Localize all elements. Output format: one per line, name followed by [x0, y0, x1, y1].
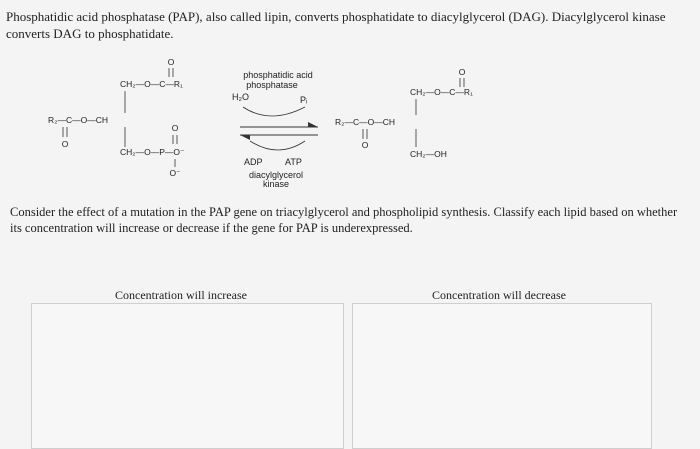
left-carbonyl-o: O — [167, 57, 175, 67]
left-bottom-group: CH₂—O—P—O⁻ — [120, 147, 185, 157]
increase-bin-label: Concentration will increase — [115, 288, 247, 302]
right-ester-group: R₂—C—O—CH — [335, 117, 395, 127]
enzyme-top-line1: phosphatidic acid — [243, 70, 313, 80]
decrease-drop-zone[interactable] — [352, 303, 652, 449]
adp-label: ADP — [244, 157, 263, 167]
decrease-bin-label: Concentration will decrease — [432, 288, 566, 302]
right-bottom-group: CH₂—OH — [410, 149, 447, 159]
question-text: Consider the effect of a mutation in the PAP gene on triacylglycerol and phospholipid synthesis. Classify each lipid based on whether its concentration will increase or decrease if the gene for PAP is underexpressed. — [10, 205, 678, 235]
increase-drop-zone[interactable] — [31, 303, 344, 449]
enzyme-bottom-line2: kinase — [262, 179, 290, 189]
phosphatidate-structure — [48, 57, 184, 178]
h2o-label: H₂O — [232, 92, 249, 102]
pi-label: Pᵢ — [300, 95, 308, 105]
intro-text: Phosphatidic acid phosphatase (PAP), also called lipin, converts phosphatidate to diacylglycerol (DAG). Diacylglycerol kinase converts DAG to phosphatidate. — [6, 9, 666, 41]
reaction-diagram — [0, 55, 700, 205]
left-ester-group: R₂—C—O—CH — [48, 115, 108, 125]
enzyme-bottom-line1: diacylglycerol — [248, 170, 304, 180]
left-top-group: CH₂—O—C—R₁ — [120, 79, 183, 89]
right-carbonyl-o: O — [458, 67, 466, 77]
phosphate-o-top: O — [171, 123, 179, 133]
enzyme-top-line2: phosphatase — [246, 80, 298, 90]
phosphate-o-bottom: O⁻ — [169, 168, 181, 178]
left-ester-o: O — [61, 139, 69, 149]
diacylglycerol-structure — [335, 67, 473, 159]
right-top-group: CH₂—O—C—R₁ — [410, 87, 473, 97]
reaction-arrows — [232, 70, 318, 189]
right-ester-o: O — [361, 140, 369, 150]
atp-label: ATP — [285, 157, 302, 167]
